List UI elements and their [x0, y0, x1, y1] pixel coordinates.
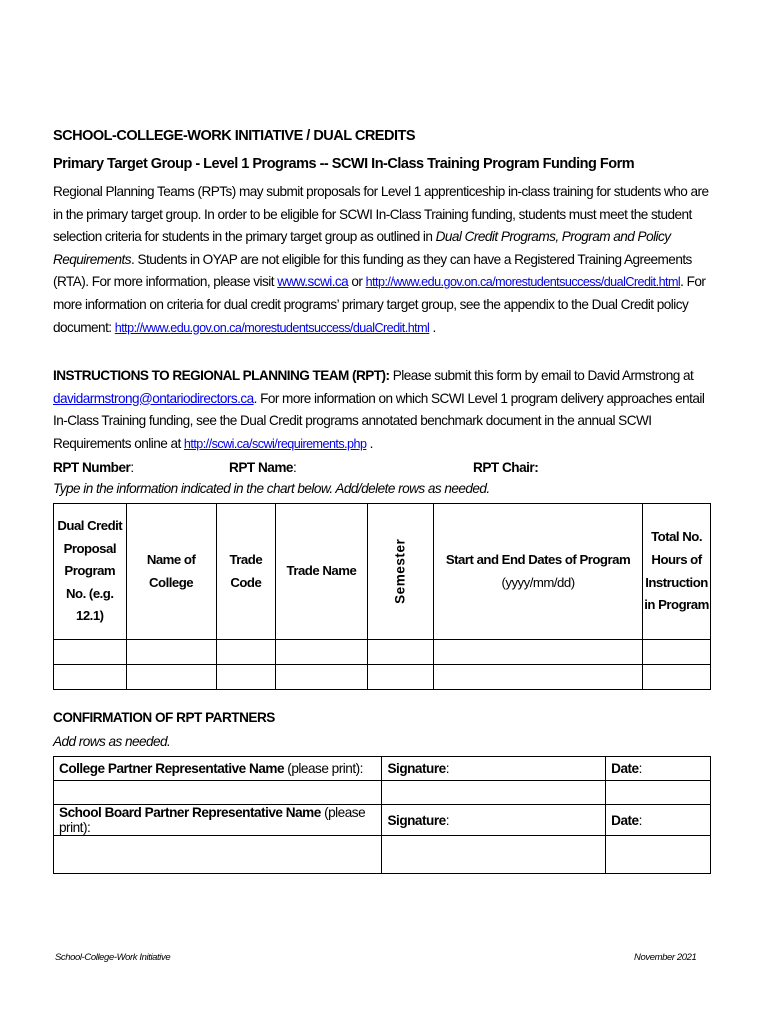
- instructions-text-1: Please submit this form by email to David Armstrong at: [389, 368, 694, 383]
- instructions-text-3: .: [366, 435, 373, 451]
- program-table: [53, 503, 711, 690]
- rpt-name-colon: :: [293, 460, 297, 475]
- date-colon: :: [638, 812, 642, 828]
- total-hours-cell[interactable]: [643, 640, 711, 665]
- college-signature-cell[interactable]: [382, 781, 606, 805]
- scwi-link[interactable]: www.scwi.ca: [277, 274, 349, 290]
- program-number-cell[interactable]: [54, 640, 127, 665]
- document-subtitle: Primary Target Group - Level 1 Programs -- SCWI In-Class Training Program Funding Form: [53, 156, 635, 172]
- program-table-header: [54, 504, 711, 640]
- instructions-text-2: . For more information on which SCWI Level 1 program delivery approaches entail In-Class Training funding, see the Dual Credit programs annotated benchmark document in the annual SCWI Requirements online at: [53, 390, 705, 451]
- instructions-paragraph: [53, 365, 718, 455]
- footer-organization: School-College-Work Initiative: [55, 952, 171, 963]
- dual-credit-link[interactable]: http://www.edu.gov.on.ca/morestudentsuccess/dualCredit.html: [365, 275, 681, 290]
- dates-cell[interactable]: [434, 665, 643, 690]
- program-number-cell[interactable]: [54, 665, 127, 690]
- trade-name-cell[interactable]: [276, 640, 368, 665]
- college-date-cell[interactable]: [606, 781, 711, 805]
- board-partner-header-row: [54, 805, 711, 836]
- intro-text-4: . For more information on criteria for dual credit programs’ primary target group, see the appendix to the Dual Credit policy document:: [53, 274, 706, 335]
- dual-credit-policy-link[interactable]: http://www.edu.gov.on.ca/morestudentsuccess/dualCredit.html: [114, 320, 430, 335]
- dates-cell[interactable]: [434, 640, 643, 665]
- college-partner-header-row: [54, 757, 711, 781]
- header-trade-name: Trade Name: [276, 504, 368, 640]
- rpt-chair-label: RPT Chair:: [473, 460, 539, 475]
- board-signature-header: [382, 805, 606, 836]
- header-trade-code: Trade Code: [216, 504, 275, 640]
- add-rows-note: Add rows as needed.: [53, 734, 171, 749]
- intro-text-1: Regional Planning Teams (RPTs) may submit proposals for Level 1 apprenticeship in-class training for students who are in the primary target group. In order to be eligible for SCWI In-Class Training funding, students must meet the student selection criteria for students in the primary target group as outlined in: [53, 184, 709, 245]
- rpt-name-field: [229, 460, 296, 475]
- total-hours-cell[interactable]: [643, 665, 711, 690]
- semester-label: Semester: [392, 538, 408, 605]
- semester-cell[interactable]: [367, 640, 433, 665]
- document-title: SCHOOL-COLLEGE-WORK INITIATIVE / DUAL CREDITS: [53, 128, 416, 144]
- header-college-name: Name of College: [126, 504, 216, 640]
- board-partner-name-header: [54, 805, 382, 836]
- date-label: Date: [611, 761, 639, 776]
- college-partner-label: College Partner Representative Name: [59, 761, 285, 776]
- rpt-chair-field: [473, 460, 538, 475]
- signature-colon: :: [445, 812, 449, 828]
- college-partner-note: (please print):: [284, 761, 363, 776]
- signature-label: Signature: [387, 812, 446, 828]
- board-partner-entry-row: [54, 836, 711, 874]
- college-partner-entry-row: [54, 781, 711, 805]
- college-name-cell[interactable]: [126, 665, 216, 690]
- header-semester: [367, 504, 433, 640]
- trade-code-cell[interactable]: [216, 665, 275, 690]
- footer-date: November 2021: [634, 952, 697, 963]
- requirements-link[interactable]: http://scwi.ca/scwi/requirements.php: [183, 436, 367, 451]
- rpt-number-colon: :: [130, 460, 134, 475]
- college-signature-header: [382, 757, 606, 781]
- board-date-cell[interactable]: [606, 836, 711, 874]
- intro-text-5: .: [429, 319, 436, 335]
- table-instruction: Type in the information indicated in the chart below. Add/delete rows as needed.: [53, 481, 490, 496]
- board-partner-name-cell[interactable]: [54, 836, 382, 874]
- rpt-number-label: RPT Number: [53, 460, 131, 475]
- trade-code-cell[interactable]: [216, 640, 275, 665]
- email-link[interactable]: davidarmstrong@ontariodirectors.ca: [53, 390, 254, 406]
- intro-paragraph: [53, 181, 718, 339]
- header-program-number: Dual Credit Proposal Program No. (e.g. 12.1): [54, 504, 127, 640]
- policy-doc-title: Dual Credit Programs, Program and Policy Requirements: [53, 229, 671, 267]
- semester-cell[interactable]: [367, 665, 433, 690]
- college-partner-name-header: [54, 757, 382, 781]
- instructions-label: INSTRUCTIONS TO REGIONAL PLANNING TEAM (RPT):: [53, 368, 390, 383]
- board-signature-cell[interactable]: [382, 836, 606, 874]
- trade-name-cell[interactable]: [276, 665, 368, 690]
- board-partner-label: School Board Partner Representative Name: [59, 805, 321, 820]
- signature-colon: :: [445, 761, 449, 776]
- date-colon: :: [638, 761, 642, 776]
- table-row: [54, 665, 711, 690]
- rpt-number-field: [53, 460, 134, 475]
- rpt-name-label: RPT Name: [229, 460, 293, 475]
- board-date-header: [606, 805, 711, 836]
- table-row: [54, 640, 711, 665]
- dates-label: Start and End Dates of Program: [445, 551, 631, 567]
- partners-table: [53, 756, 711, 874]
- header-dates: [434, 504, 643, 640]
- college-partner-name-cell[interactable]: [54, 781, 382, 805]
- board-partner-note: (please print):: [59, 805, 366, 835]
- college-name-cell[interactable]: [126, 640, 216, 665]
- confirmation-heading: CONFIRMATION OF RPT PARTNERS: [53, 710, 275, 725]
- college-date-header: [606, 757, 711, 781]
- intro-text-3: or: [348, 274, 366, 290]
- intro-text-2: . Students in OYAP are not eligible for this funding as they can have a Registered Training Agreements (RTA). For more information, please visit: [53, 251, 692, 290]
- dates-format: (yyyy/mm/dd): [501, 574, 575, 590]
- signature-label: Signature: [387, 761, 446, 776]
- date-label: Date: [611, 812, 639, 828]
- header-total-hours: Total No. Hours of Instruction in Program: [643, 504, 711, 640]
